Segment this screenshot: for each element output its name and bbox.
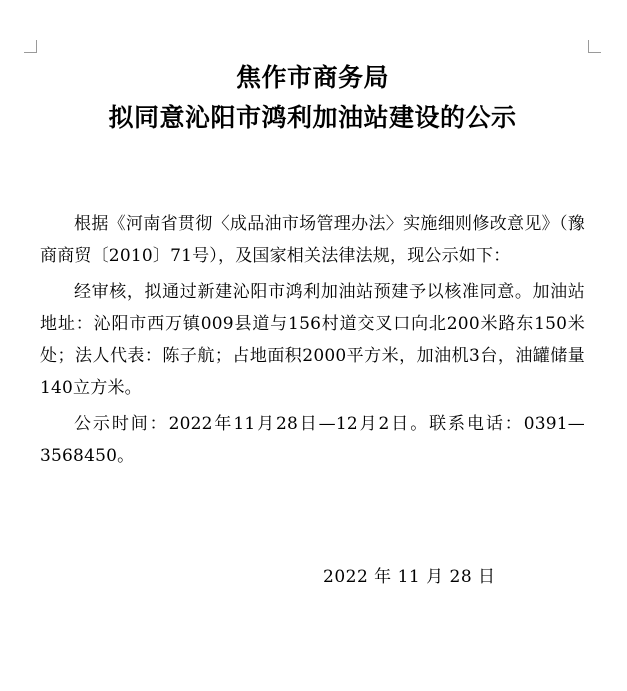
- document-title-line1: 焦作市商务局: [235, 63, 389, 92]
- paragraph-period-contact: 公示时间：2022年11月28日—12月2日。联系电话：0391—3568450。: [40, 414, 585, 466]
- paragraph-basis: 根据《河南省贯彻〈成品油市场管理办法〉实施细则修改意见》（豫商商贸〔2010〕71号），及国家相关法律法规，现公示如下：: [40, 214, 585, 266]
- document-page: [40, 58, 585, 472]
- document-body: [40, 208, 585, 472]
- paragraph-approval: 经审核，拟通过新建沁阳市鸿利加油站预建予以核准同意。加油站地址：沁阳市西万镇009县道与156村道交叉口向北200米路东150米处；法人代表：陈子航；占地面积2000平方米，加油机3台，油罐储量140立方米。: [40, 282, 585, 398]
- page-corner-mark-top-right: [588, 40, 601, 53]
- page-corner-mark-top-left: [24, 40, 37, 53]
- document-date: 2022 年 11 月 28 日: [323, 567, 496, 587]
- document-title-line2: 拟同意沁阳市鸿利加油站建设的公示: [108, 103, 517, 132]
